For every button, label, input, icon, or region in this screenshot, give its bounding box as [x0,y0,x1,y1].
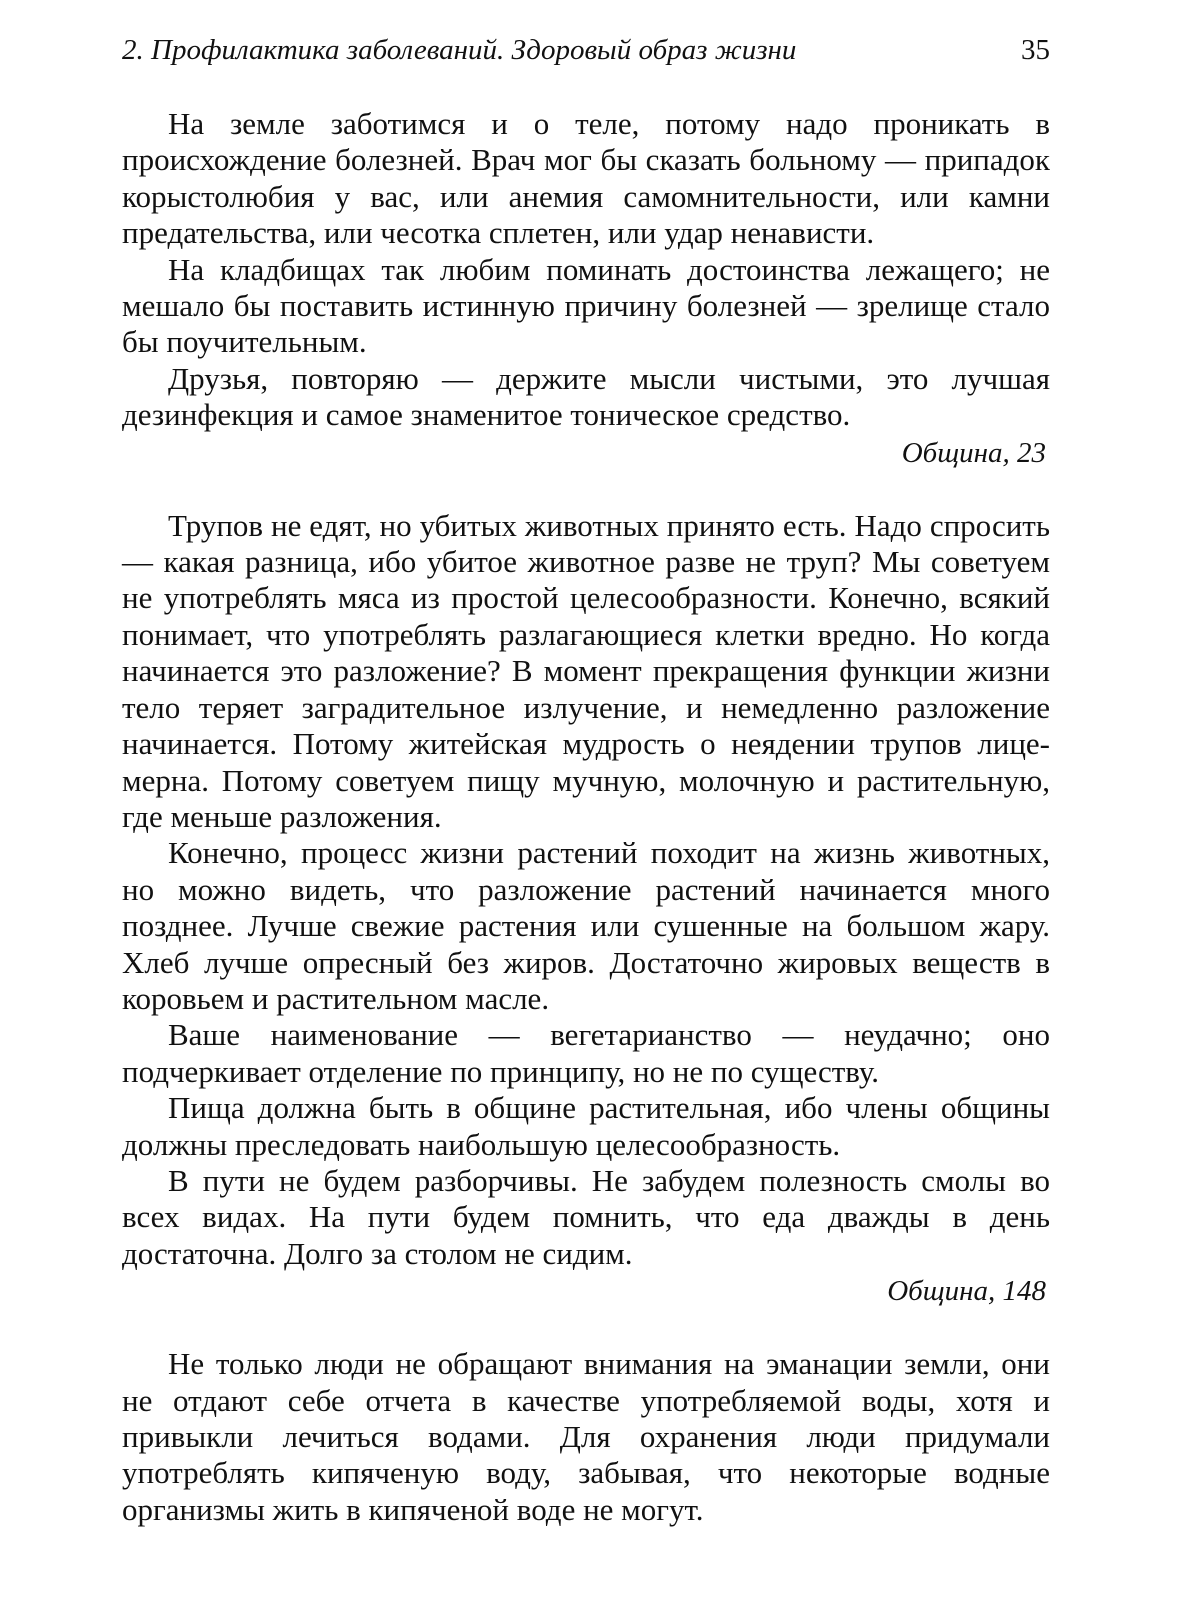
source-citation: Община, 148 [887,1275,1046,1308]
source-citation: Община, 23 [901,436,1046,469]
excerpt-section [122,1346,1050,1528]
paragraph: В пути не будем разборчивы. Не забудем полезность смолы во всех видах. На пути будем помнить, что еда дважды в день достаточна. Долго за столом не сидим. [122,1162,1050,1271]
paragraph: Трупов не едят, но убитых животных принято есть. Надо спросить — какая разница, ибо убитое животное разве не труп? Мы советуем не употреблять мяса из простой целесообразности. Конечно, всякий понимает, что употреблять разлагающиеся клетки вредно. Но когда начинается это разложение? В момент прекращения функции жизни тело теряет заградительное излучение, и немедленно разложение начинается. Потому житейская мудрость о неядении трупов лицемерна. Потому советуем пищу мучную, молочную и растительную, где меньше разложения. [122,507,1050,834]
excerpt-section [122,508,1050,1311]
page-number: 35 [1021,34,1050,66]
excerpt-section [122,106,1050,472]
chapter-title: 2. Профилактика заболеваний. Здоровый образ жизни [122,34,797,66]
paragraph: На земле заботимся и о теле, потому надо проникать в происхождение болезней. Врач мог бы сказать больному — припадок корыстолюбия у вас, или анемия самомнительности, или камни предательства, или чесотка сплетен, или удар ненависти. [122,106,1050,251]
paragraph: Не только люди не обращают внимания на эманации земли, они не отдают себе отчета в качестве употребляемой воды, хотя и привыкли лечиться водами. Для охранения люди придумали употреблять кипяченую воду, забывая, что некоторые водные организмы жить в кипяченой воде не могут. [122,1346,1050,1527]
paragraph: На кладбищах так любим поминать достоинства лежащего; не мешало бы поставить истинную причину болезней — зрелище стало бы поучительным. [122,251,1050,360]
book-page [122,30,1050,1528]
paragraph: Пища должна быть в общине растительная, ибо члены общины должны преследовать наибольшую целесообразность. [122,1090,1050,1162]
paragraph: Друзья, повторяю — держите мысли чистыми, это лучшая дезинфекция и самое знаменитое тоническое средство. [122,360,1050,433]
paragraph: Конечно, процесс жизни растений походит на жизнь животных, но можно видеть, что разложение растений начинается много позднее. Лучше свежие растения или сушенные на большом жару. Хлеб лучше опресный без жиров. Достаточно жировых веществ в коровьем и растительном масле. [122,835,1050,1016]
running-header [122,30,1050,70]
paragraph: Ваше наименование — вегетарианство — неудачно; оно подчеркивает отделение по принципу, но не по существу. [122,1017,1050,1089]
